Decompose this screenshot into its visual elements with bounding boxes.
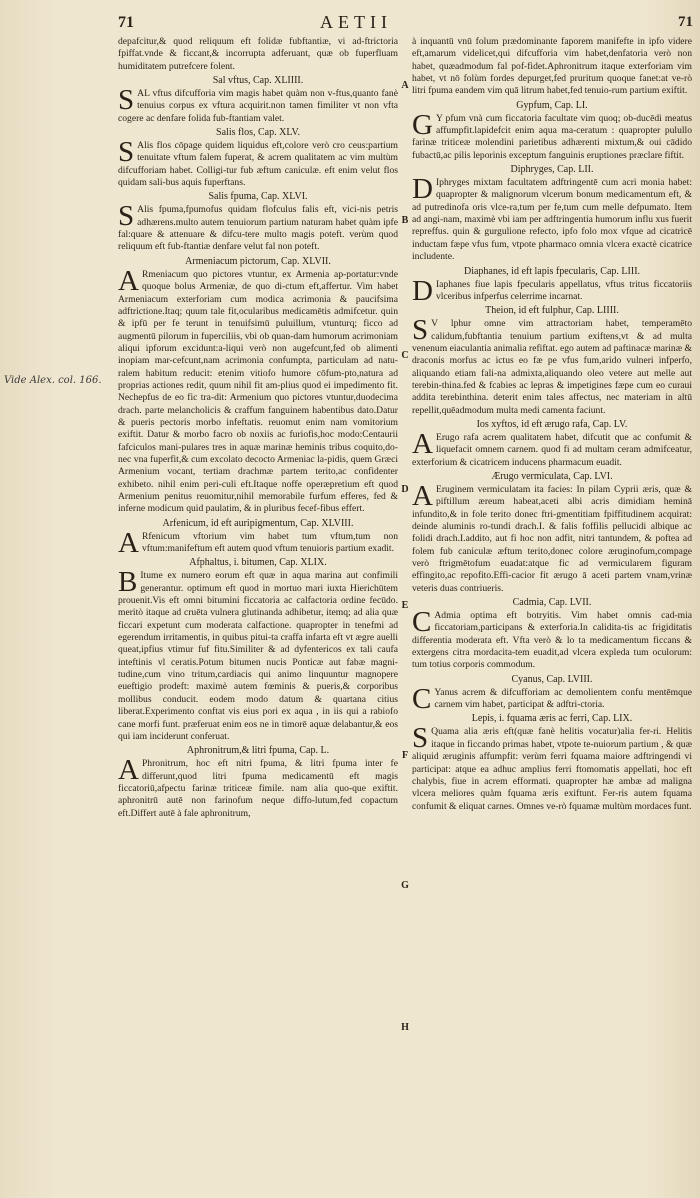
paragraph — [118, 754, 398, 820]
paragraph — [412, 427, 692, 469]
paragraph-text: Iphryges mixtam facultatem adftringentē cum acri monia habet: quapropter & malignorum vlcerum bonum medicamentum eft, & ad putredinofa oris vlce-ra,tum per fe,tum cum melle defpumato. Item ad angi-nam, maximè vbi iam per adftringentia humorum influ xus fuerit repreffus. quin & gurgulione refecto, ipfo folo mox vfque ad cicatricē inductam fæpe vfus fum, vtpote pharmaco omnia vlcera exactè cicatrice includente. — [412, 177, 693, 263]
chapter-heading: Ios xyftos, id eft ærugo rafa, Cap. LV. — [476, 418, 628, 430]
paragraph-text: Y pfum vnà cum ficcatoria facultate vim quoq; ob-ducēdi meatus affumpfit.lapidefcit enim aqua ma-ceratum : quapropter pulullo farinæ triticeæ molendini parietibus adhærenti mixtum,& oui cādido fubactū,ac pilis leporinis exceptum fanguinis eruptiones præclare fiftit. — [412, 112, 692, 161]
chapter-heading: Armeniacum pictorum, Cap. XLVII. — [185, 255, 331, 267]
chapter-heading: Gypfum, Cap. LI. — [516, 99, 588, 111]
drop-cap: S — [412, 314, 429, 347]
paragraph-text: Yanus acrem & difcufforiam ac demolientem confu mentēmque carnem vim habet, participat & adftri-ctoria. — [434, 686, 692, 711]
drop-cap: S — [118, 84, 135, 117]
paragraph-text: Phronitrum, hoc eft nitri fpuma, & litri fpuma inter fe differunt,quod litri fpuma medicamentū eft magis ficcatoriū,afpectu farinæ triticeæ fimile. nam alia quo-que exiftit. aphronitrū autē non farinofum neque diffo-lutum,fed copactum eft.Differt autē à fale aphronitrum, — [118, 758, 398, 819]
right-column — [412, 36, 692, 813]
drop-cap: G — [412, 108, 433, 141]
chapter-heading: Cadmia, Cap. LVII. — [512, 597, 592, 609]
paragraph — [118, 526, 398, 559]
left-column — [118, 36, 398, 820]
page-header — [0, 8, 700, 38]
section-letter-b: B — [401, 215, 409, 226]
paragraph — [412, 173, 693, 263]
paragraph — [412, 682, 692, 715]
section-letter-e: E — [401, 600, 409, 611]
chapter-heading: Diaphanes, id eft lapis fpecularis, Cap. LIII. — [463, 265, 641, 277]
paragraph — [412, 722, 692, 812]
chapter-heading: Cyanus, Cap. LVIII. — [511, 673, 593, 685]
paragraph-text: Itume ex numero eorum eft quæ in aqua marina aut confimili generantur. optimum eft quod in mortuo mari iuxta Hierichūtem prouenit.Vis eft omni bitumini ficcatoria ac calfactoria ordine fecūdo. meritò itaque ad cruēta vulnera glutinanda adhibetur, itemq; ad alia quæ ficcari expetunt cum moderata calfactione. quapropter in tenefmi ad egerendum irritamentis, in quibus pitui-ta craffa infarta eft vt ægre auelli queat,ipfius vtimur fuf fitu.Similiter & ad dyfentericos ex tali caufa inteftinis vl ceratis.Potum bitumen nucis Ponticæ aut fabæ magni-tudine,cum vino tritum,cardiacis qui animo linquuntur magnopere eueftigio prodeft: maximè autem fœminis & pueris,& corporibus mollibus conducit. eodem modo datum & quartana citius liberat.Experimento conftat vis eius pori ex aqua , in iis qui a rabiofo cane morfi funt. præferuat enim eos ne in timorē aquæ delabantur,& eos qui iam inciderunt conferuat. — [118, 570, 398, 742]
chapter-heading: Sal vftus, Cap. XLIIII. — [212, 75, 304, 87]
paragraph — [412, 274, 692, 307]
handwritten-margin-note: Vide Alex. col. 166. — [4, 375, 102, 386]
running-title: AETII — [320, 12, 392, 32]
paragraph — [118, 84, 398, 125]
section-letter-a: A — [401, 80, 409, 91]
paragraph-text: Eruginem vermiculatam ita facies: In pilam Cyprii æris, quæ & piftillum æreum habeat,aceti albi acris dimidiam heminā infundito,& in fole terito donec ftri-gmentitiam fpiffitudinem acquirat: deinde aluminis ro-tundi drach.I. & falis foffilis pellucidi albique ac folidi drach.I.addito, aut fi hoc non adfit, nitri tantundem, & poftea ad folem fub caniculæ æftum terito,donec colore æruginofum,compage verò ftrigmētofum euadat:atque fic ad vermicularem figuram effingito,ac repofito.Effi-cacior fit ærugo ā aceti partem vnam,vrinæ veteris duas contriueris. — [412, 483, 692, 594]
chapter-heading: Ærugo vermiculata, Cap. LVI. — [491, 470, 613, 482]
drop-cap: S — [118, 200, 135, 233]
paragraph: depafcitur,& quod reliquum eft folidæ fubftantiæ, vi ad-ftrictoria fpiffat.vnde & ficcant,& incorrupta adferuant, quæ ob fuperfluam humiditatem putrefcere folent. — [118, 36, 398, 72]
drop-cap: A — [412, 427, 433, 460]
paragraph — [118, 136, 398, 189]
drop-cap: S — [412, 722, 429, 755]
paragraph-text: Erugo rafa acrem qualitatem habet, difcutit que ac confumit & liquefacit omnem carnem. quod fi ad multam ceram admifceatur, exterforium & cicatricem inducens pharmacum euadit. — [412, 431, 692, 468]
chapter-heading: Theion, id eft fulphur, Cap. LIIII. — [485, 305, 619, 317]
paragraph-text: Alis flos cōpage quidem liquidus eft,colore verò cro ceus:partium tenuitate vftum falem fuperat, & acrem qualitatem ac vim multùm difcufforiam habet. Colligi-tur fub æftum caniculæ. eft enim velut flos quidam sali-bus aquis fuperftans. — [118, 140, 398, 189]
drop-cap: C — [412, 682, 432, 715]
paragraph-text: AL vftus difcufforia vim magis habet quàm non v-ftus,quanto fanè tenuius corpus ex vftura acquirit.non tamen fimiliter vt non vfta cogere ac denfare folida fub-ftantiam valet. — [118, 88, 398, 124]
drop-cap: S — [118, 136, 135, 169]
paragraph — [412, 479, 692, 595]
section-letter-f: F — [401, 750, 409, 761]
section-letter-c: C — [401, 350, 409, 361]
paragraph — [412, 606, 692, 672]
drop-cap: D — [412, 274, 433, 307]
paragraph — [118, 200, 398, 253]
drop-cap: B — [118, 566, 138, 599]
paragraph — [118, 566, 398, 743]
drop-cap: C — [412, 606, 432, 639]
chapter-heading: Diphryges, Cap. LII. — [510, 164, 594, 176]
right-page-number: 71 — [678, 14, 693, 30]
paragraph — [412, 108, 692, 162]
drop-cap: A — [118, 526, 139, 559]
paragraph — [412, 314, 692, 417]
paragraph: à inquantū vnū folum prædominante faporem manifefte in ipfo videre eft,amarum videlicet,qui difcufforia vim habet,denfatoria verò non habet, quæadmodum fal pof-fidet.Aphronitrum itaque exterforiam vim habet, vt nō folùm fordes depurget,fed pruritum quoque fanet:at ve-rò litri fpuma eandem vim quā litrum habet,fed tenuio-rum partium exiftit. — [412, 36, 692, 97]
drop-cap: A — [118, 754, 139, 787]
paragraph-text: V lphur omne vim attractoriam habet, temperamēto calidum,fubftantia tenuium partium exiftens,vt & ad multa venenum eiaculantia animalia refiftat. ego autem ad paftinacæ marinæ & draconis morfus ac ictus eo fæ pe vfus fum,arido vulneri infperfo, aliquando etiam fali-na admixta,aliquando oleo vetere aut melle aut terebin-thina.fed & fcabies ac lepras & impetigines fæpe cum eo curaui addita terebinthina. deterit enim tales affectus, nec materiam in altū repellit,quēadmodum multa medi camenta faciunt. — [412, 318, 692, 416]
paragraph-text: Iaphanes fiue lapis fpecularis appellatus, vftus tritus ficcatoriis vlceribus infperfus celerrime incarnat. — [435, 278, 692, 302]
chapter-heading: Arfenicum, id eft auripigmentum, Cap. XLVIII. — [162, 517, 354, 529]
drop-cap: A — [412, 479, 433, 512]
paragraph-text: Quama alia æris eft(quæ fanè helitis vocatur)alia fer-ri. Helitis itaque in ficcando primas habet, vtpote te-nuiorum partium , & quæ aliquid æruginis affumpfit: verùm ferri fquama maiore adftringendi vi participat: atque ea adhuc amplius ferri ftomomatis appellati, hoc eft chalybis, fiue in acrem efformati. quapropter hæ ambæ ad maligna vlcera meliores quàm fquama æris exiftunt. Fer-ris autem fquama confumit & eliquat carnes. Omnes ve-rò fquamæ multùm mordaces funt. — [412, 726, 692, 812]
chapter-heading: Salis fpuma, Cap. XLVI. — [208, 191, 308, 203]
paragraph-text: Rmeniacum quo pictores vtuntur, ex Armenia ap-portatur:vnde quoque bolus Armeniæ, de quo di-ctum eft,affertur. Vim habet Armeniacum exterforiam cum modica acrimonia & paucifsima adftrictione.Itaq; quum tale fit,ocularibus medicamētis admifcetur. quin & ipfū per fe terunt in tenuifsimū puluillum, vtunturq; ficco ad augmentū pilorum in fuperciliis, vbi ob quan-dam humorum acrimoniam aliqui ipforum excidunt:a-liqui verò non augefcunt,fed ob alimenti inopiam mar-cefcunt,nam acrimonia confumpta, particulam ad natu-ralem habitum reducit: etenim vitiofo humore cōfum-pto,natura ad proprias actiones redit, quum nihil fit am-plius quod ei impedimento fit. Nechepfus de eo fic tra-dit: Armenium quo pictores vtuntur,duodecima drach. parte melancholicis & craffum fanguinem habentibus dato.Datur & pueris pectoris morbo infeftatis. reuomut enim nam vomitorium exiftit. Datur & morbo facro ob noxiis ac furiofis,hoc modo:Centaurii fafciculos mani-pulares tres in aquæ marinæ heminis tribus coquito,do-nec vna fuperfit,& cum excolato decocto Armeniac la-pidis, quem Græci Armenium vocant, tertiam drachmæ partem terito,ac confidenter exhibeto. nihil enim peri-culi eft.Itaque noffe operæpretium eft quod Armenium penitus reuomitur,nihil memorabile furfum efferes, fed & inferne modicum quid paulatim, & in pluribus fecef-fibus effert. — [118, 268, 398, 515]
paragraph-text: Admia optima eft botryitis. Vim habet omnis cad-mia ficcatoriam,participans & exterforia.In calidita-tis ac frigiditatis differentia moderata eft. Vfta verò & lo ta medicamentum ficcans & extergens citra mordacita-tem euadit,ad vlcera expleda tum oculorum: tum totius corporis commodum. — [412, 610, 692, 671]
left-page-number: 71 — [118, 14, 134, 31]
drop-cap: D — [412, 173, 433, 206]
section-letter-g: G — [401, 880, 409, 891]
drop-cap: A — [118, 264, 139, 297]
chapter-heading: Aphronitrum,& litri fpuma, Cap. L. — [186, 745, 330, 757]
chapter-heading: Afphaltus, i. bitumen, Cap. XLIX. — [189, 557, 327, 569]
chapter-heading: Lepis, i. fquama æris ac ferri, Cap. LIX. — [471, 713, 633, 725]
paragraph-text: Alis fpuma,fpumofus quidam flofculus falis eft, vici-nis petris adhærens.multo autem tenuiorum partium naturam habet quàm ipfe fal:quare & attenuare & difcu-tere multo magis poteft. verùm quod reliquum eft fub-ftantiæ denfare velut fal non poteft. — [118, 204, 398, 253]
chapter-heading: Salis flos, Cap. XLV. — [216, 127, 300, 139]
paragraph — [118, 264, 398, 516]
section-letter-d: D — [401, 484, 409, 495]
paragraph-text: Rfenicum vftorium vim habet tum vftum,tum non vftum:manifeftum eft autem quod vftum tenuioris partium exadit. — [141, 530, 398, 555]
section-letter-h: H — [401, 1022, 409, 1033]
